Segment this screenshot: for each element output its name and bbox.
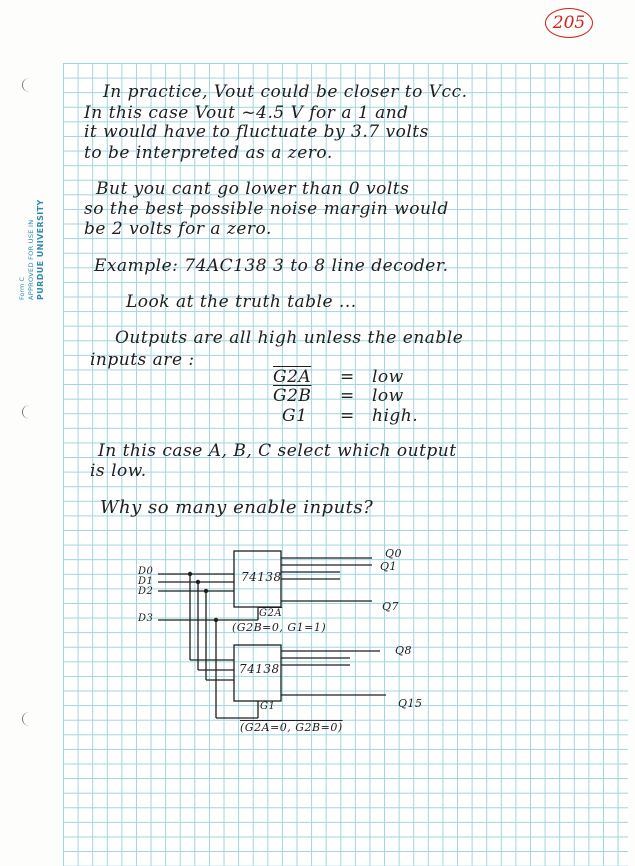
bottom-enable-pin-label: G1 (260, 701, 276, 712)
output-label-q0: Q0 (385, 547, 403, 560)
bottom-enable-note-b: G2B=0) (295, 721, 343, 734)
note-line-6: so the best possible noise margin would (84, 199, 449, 219)
note-line-7: be 2 volts for a zero. (84, 219, 272, 239)
note-line-11: inputs are : (90, 350, 195, 370)
input-label-d3: D3 (138, 613, 154, 624)
bottom-enable-note (240, 721, 343, 734)
note-line-13: is low. (90, 461, 147, 481)
enable-value: high. (372, 406, 419, 426)
note-line-1: In practice, Vout could be closer to Vcc. (103, 82, 468, 102)
top-chip-label: 74138 (241, 570, 282, 584)
note-line-9: Look at the truth table ... (126, 292, 357, 312)
note-line-10: Outputs are all high unless the enable (115, 328, 464, 348)
note-line-8: Example: 74AC138 3 to 8 line decoder. (94, 256, 449, 276)
enable-value: low (372, 386, 404, 406)
enable-eq: = (340, 367, 355, 387)
enable-eq: = (340, 406, 355, 426)
form-stamp-line1: Form C (18, 277, 26, 300)
input-label-d0: D0 (138, 566, 154, 577)
enable-value: low (372, 367, 404, 387)
input-label-d2: D2 (138, 586, 154, 597)
note-line-12: In this case A, B, C select which output (98, 441, 457, 461)
output-label-q1: Q1 (380, 560, 398, 573)
note-line-2: In this case Vout ~4.5 V for a 1 and (84, 103, 409, 123)
page-number: 205 (545, 8, 593, 38)
output-label-q8: Q8 (395, 644, 413, 657)
form-stamp-line3: PURDUE UNIVERSITY (36, 199, 45, 300)
input-label-d1: D1 (138, 576, 154, 587)
output-label-q7: Q7 (382, 600, 400, 613)
top-enable-pin-label: G2A (259, 608, 283, 619)
enable-signal: G1 (282, 406, 308, 426)
output-label-q15: Q15 (398, 697, 423, 710)
enable-eq: = (340, 386, 355, 406)
bottom-enable-note-a: (G2A=0, (240, 721, 296, 734)
note-line-4: to be interpreted as a zero. (84, 143, 333, 163)
note-line-14: Why so many enable inputs? (100, 497, 374, 518)
note-line-5: But you cant go lower than 0 volts (96, 179, 410, 199)
bottom-chip-label: 74138 (239, 662, 280, 676)
enable-signal: G2B (273, 386, 312, 406)
form-stamp-line2: APPROVED FOR USE IN (27, 219, 35, 300)
enable-signal: G2A (273, 367, 312, 387)
top-enable-note: (G2B=0, G1=1) (232, 621, 327, 634)
note-line-3: it would have to fluctuate by 3.7 volts (84, 122, 429, 142)
